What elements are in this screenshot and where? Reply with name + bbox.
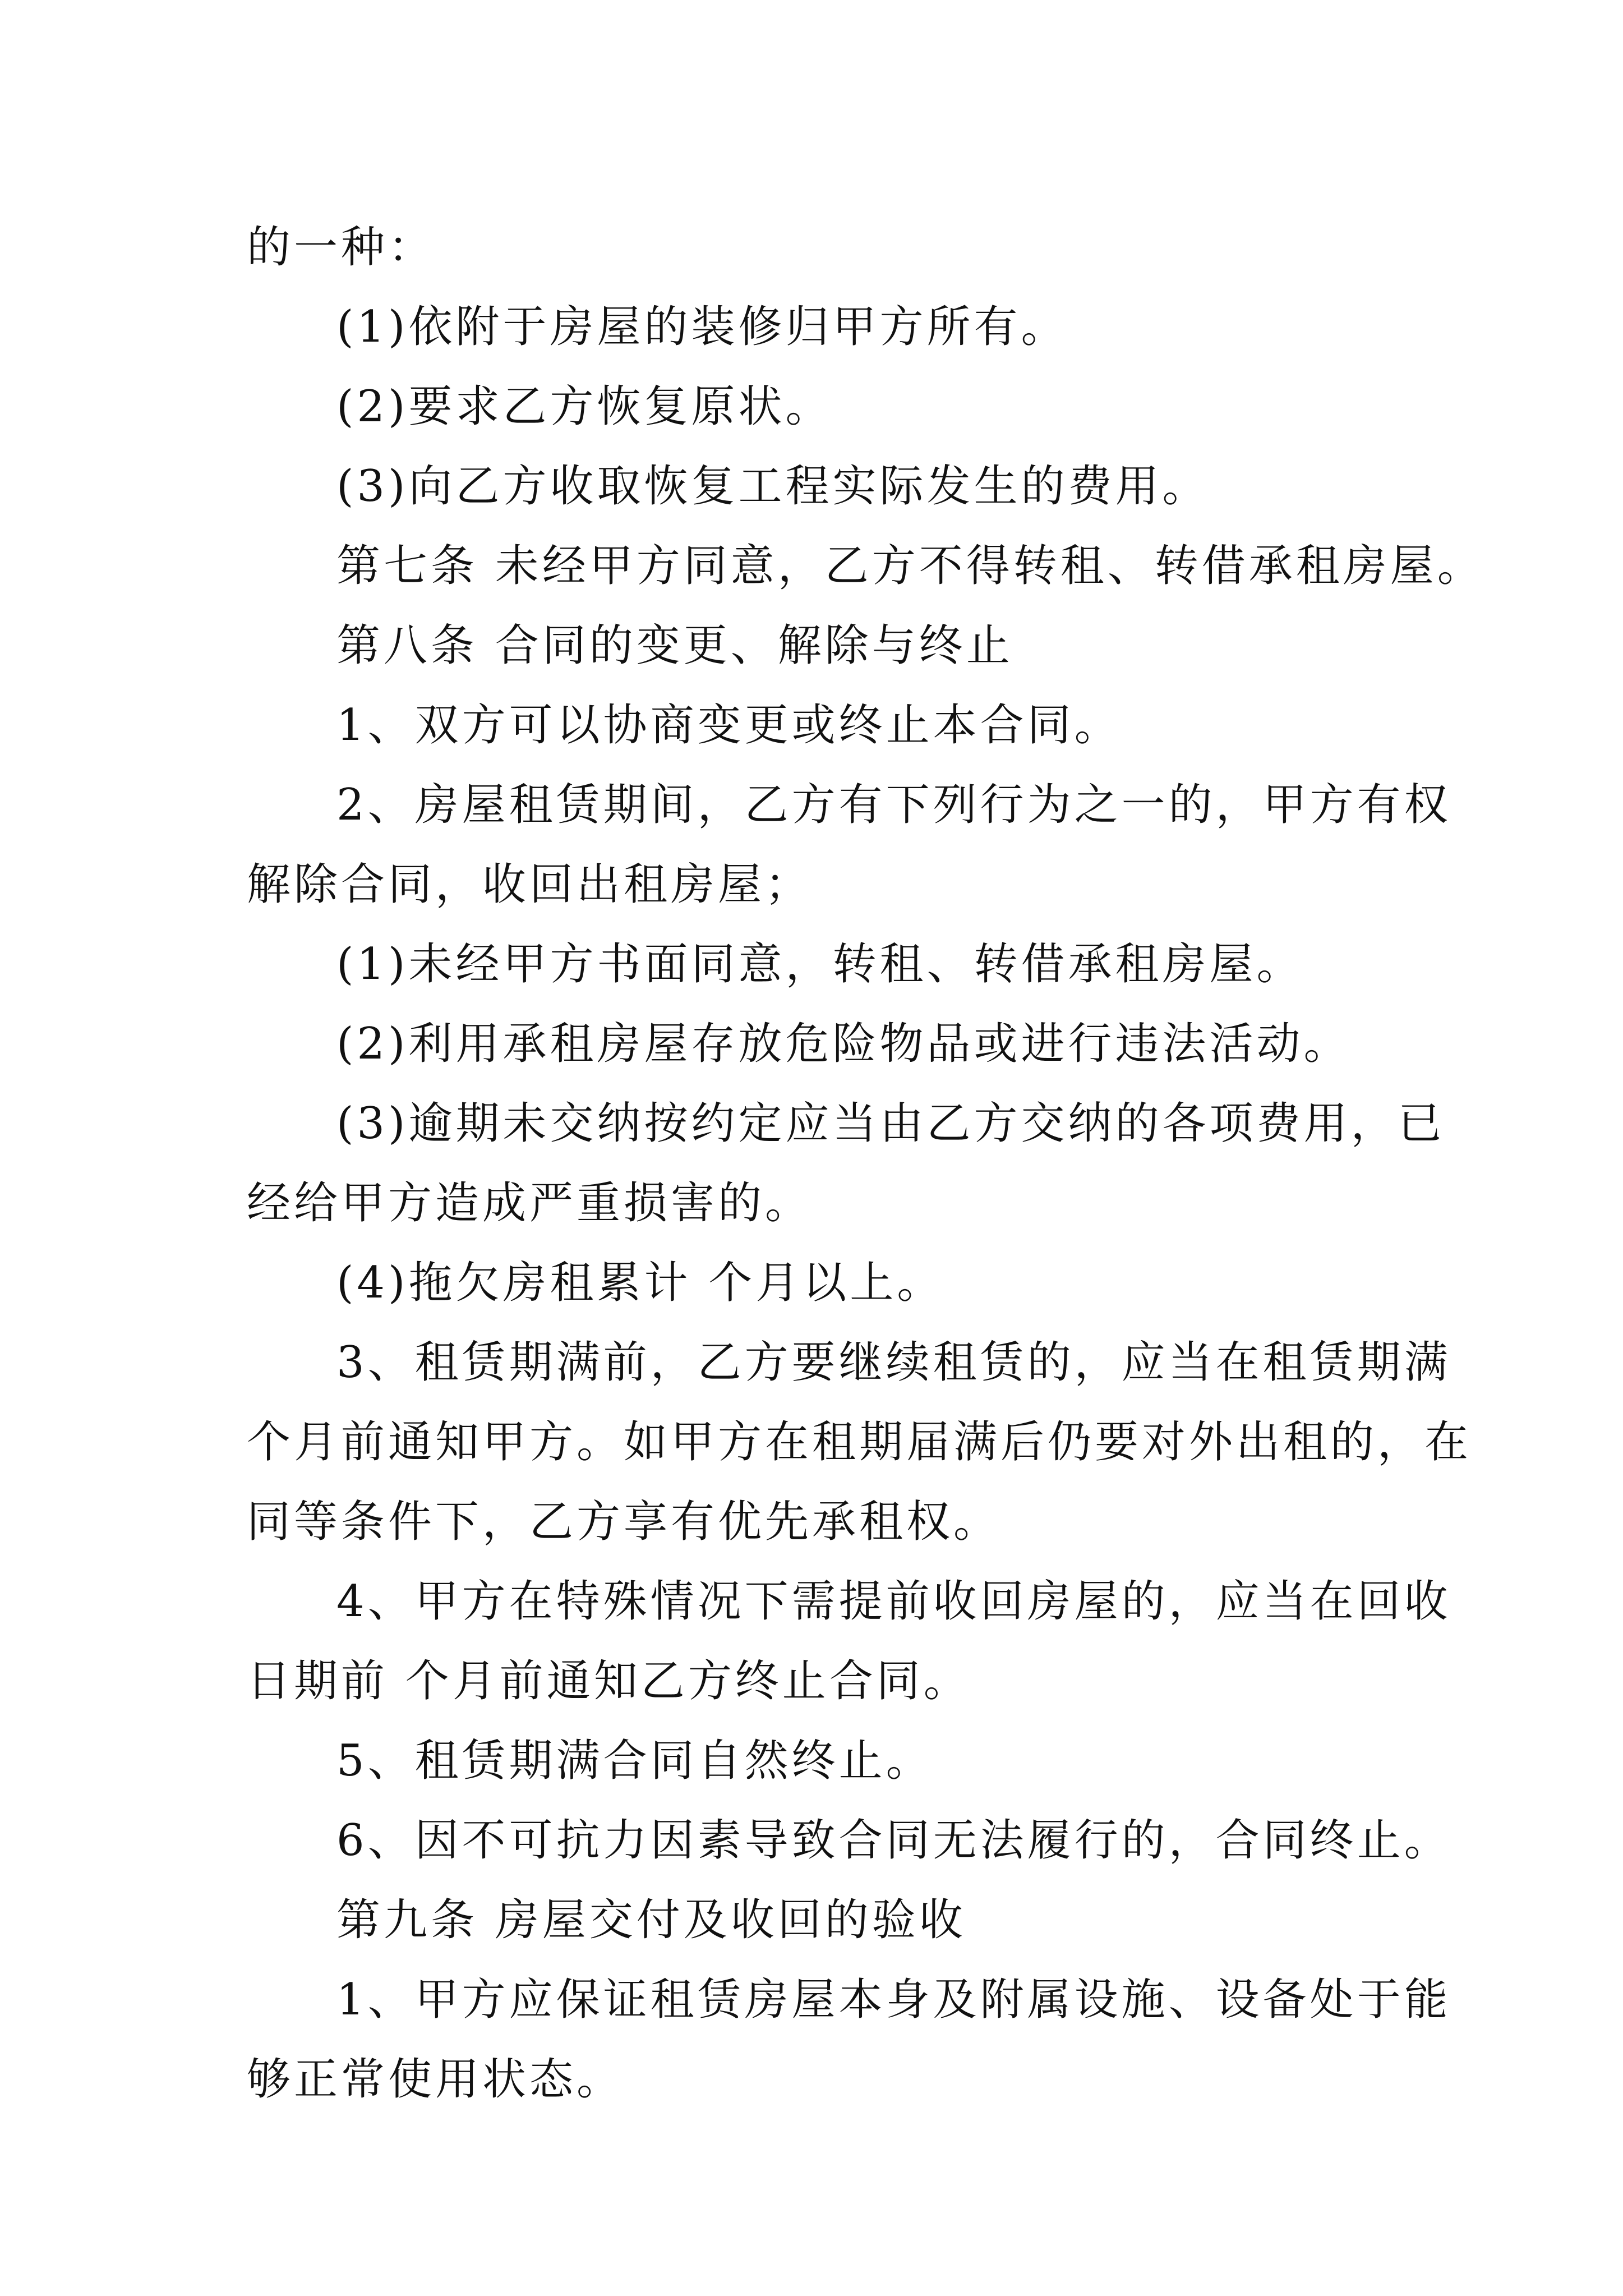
text-line: 1、甲方应保证租赁房屋本身及附属设施、设备处于能 (336, 1975, 1451, 2025)
article-heading: 第七条 未经甲方同意，乙方不得转租、转借承租房屋。 (336, 541, 1484, 591)
text-line: 同等条件下，乙方享有优先承租权。 (247, 1497, 1001, 1547)
text-line: 的一种： (247, 222, 436, 273)
text-line: 够正常使用状态。 (247, 2054, 624, 2105)
text-line: 4、甲方在特殊情况下需提前收回房屋的，应当在回收 (336, 1576, 1451, 1627)
contract-text-body (247, 208, 1484, 2119)
text-line: 经给甲方造成严重损害的。 (247, 1178, 813, 1228)
text-line: 解除合同，收回出租房屋； (247, 859, 813, 910)
text-line: (4)拖欠房租累计 个月以上。 (336, 1258, 944, 1308)
article-heading: 第八条 合同的变更、解除与终止 (336, 620, 1013, 671)
text-line: (3)逾期未交纳按约定应当由乙方交纳的各项费用，已 (336, 1098, 1445, 1149)
text-line: (1)依附于房屋的装修归甲方所有。 (336, 302, 1068, 352)
text-line: (2)利用承租房屋存放危险物品或进行违法活动。 (336, 1019, 1351, 1069)
text-line: 5、租赁期满合同自然终止。 (336, 1736, 933, 1786)
text-line: (2)要求乙方恢复原状。 (336, 381, 833, 432)
text-line: 2、房屋租赁期间，乙方有下列行为之一的，甲方有权 (336, 780, 1451, 830)
text-line: 个月前通知甲方。如甲方在租期届满后仍要对外出租的，在 (247, 1417, 1472, 1467)
article-heading: 第九条 房屋交付及收回的验收 (336, 1895, 966, 1945)
text-line: (3)向乙方收取恢复工程实际发生的费用。 (336, 461, 1210, 512)
text-line: 3、租赁期满前，乙方要继续租赁的，应当在租赁期满 (336, 1337, 1451, 1388)
text-line: 日期前 个月前通知乙方终止合同。 (247, 1656, 971, 1706)
text-line: (1)未经甲方书面同意，转租、转借承租房屋。 (336, 939, 1304, 990)
text-line: 1、双方可以协商变更或终止本合同。 (336, 700, 1122, 751)
text-line: 6、因不可抗力因素导致合同无法履行的，合同终止。 (336, 1815, 1451, 1866)
